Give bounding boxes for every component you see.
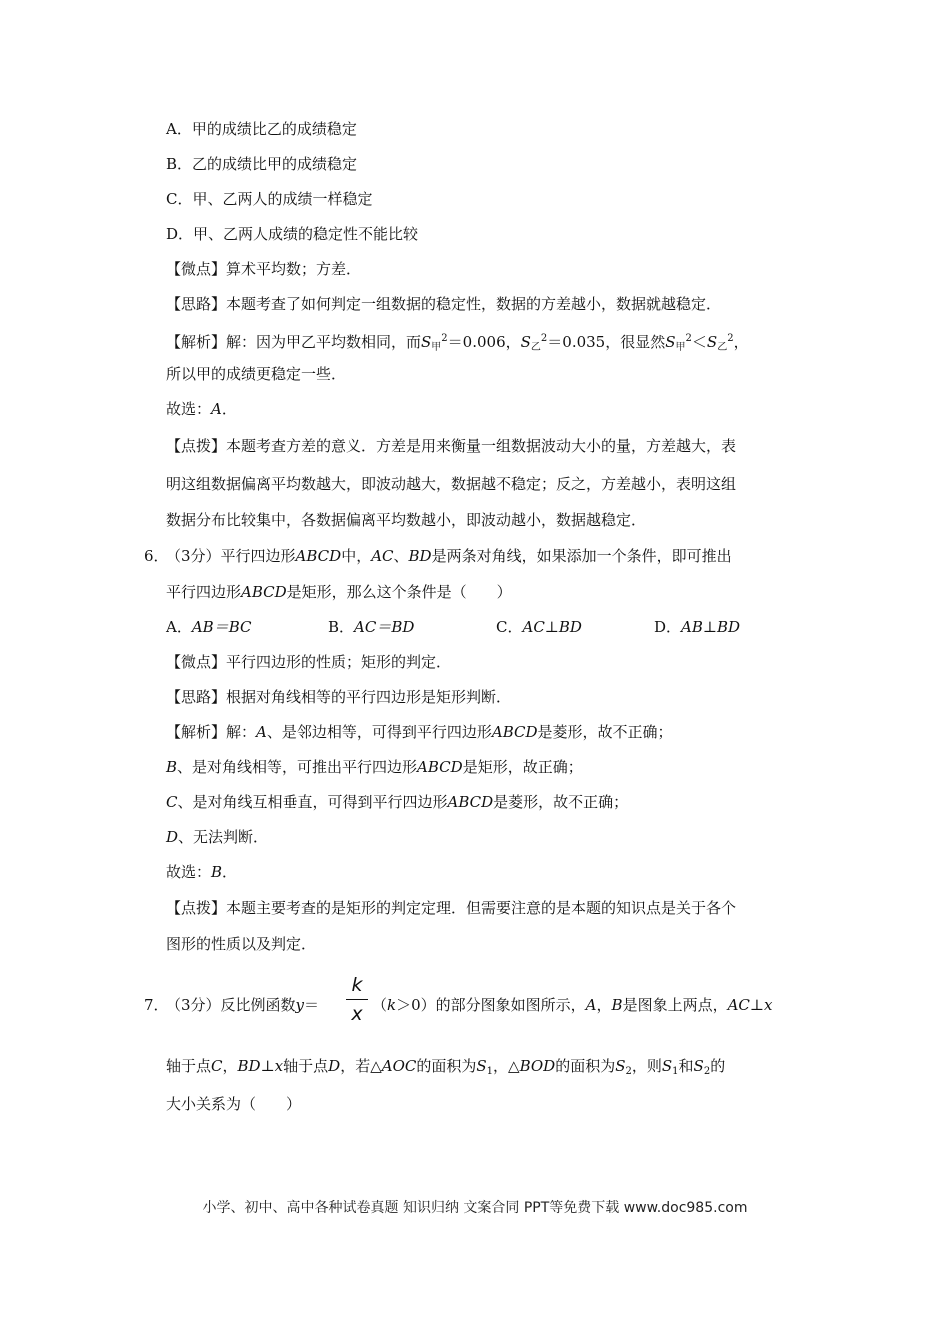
q6-option-d: D．AB⊥BD — [654, 618, 741, 636]
q6-answer: 故选：B． — [166, 863, 238, 881]
q5-option-b: B．乙的成绩比甲的成绩稳定 — [166, 155, 358, 173]
k-over-x-fraction: k x — [346, 973, 368, 1026]
q5-jiexi-line-2: 所以甲的成绩更稳定一些． — [166, 365, 347, 383]
q6-option-a: A．AB＝BC — [166, 618, 252, 636]
q6-stem-line-2: 平行四边形ABCD是矩形，那么这个条件是（ ） — [166, 583, 512, 601]
q6-jiexi-d: D、无法判断． — [166, 828, 269, 846]
q5-dianbo-line-1: 【点拨】本题考查方差的意义．方差是用来衡量一组数据波动大小的量，方差越大，表 — [166, 437, 737, 455]
q6-jiexi-b: B、是对角线相等，可推出平行四边形ABCD是矩形，故正确； — [166, 758, 583, 776]
q5-dianbo-line-2: 明这组数据偏离平均数越大，即波动越大，数据越不稳定；反之，方差越小，表明这组 — [166, 475, 737, 493]
q7-stem-line-2: 轴于点C，BD⊥x轴于点D，若△AOC的面积为$S_1$，△BOD的面积为$S_2$，则$S_1$和$S_2$的 — [166, 1057, 726, 1077]
q6-weidian: 【微点】平行四边形的性质；矩形的判定． — [166, 653, 452, 671]
q6-dianbo-line-1: 【点拨】本题主要考查的是矩形的判定定理．但需要注意的是本题的知识点是关于各个 — [166, 899, 737, 917]
q6-option-c: C．AC⊥BD — [496, 618, 582, 636]
q6-dianbo-line-2: 图形的性质以及判定． — [166, 935, 317, 953]
q6-number: 6． — [144, 547, 169, 565]
q7-stem-line-1-right: （k＞0）的部分图象如图所示，A，B是图象上两点，AC⊥x — [372, 996, 773, 1014]
q7-number: 7． — [144, 996, 169, 1014]
q6-stem-line-1: （3分）平行四边形ABCD中，AC、BD是两条对角线，如果添加一个条件，即可推出 — [166, 547, 732, 565]
page-footer: 小学、初中、高中各种试卷真题 知识归纳 文案合同 PPT等免费下载 www.doc985.com — [202, 1200, 748, 1216]
q5-dianbo-line-3: 数据分布比较集中，各数据偏离平均数越小，即波动越小，数据越稳定． — [166, 511, 647, 529]
q5-jiexi-line-1: 【解析】解：因为甲乙平均数相同，而$S_甲^2=0.006$，$S_乙^2=0.035$，很显然$S_甲^2<S_乙^2$， — [166, 333, 749, 353]
q7-stem-line-1-left: （3分）反比例函数y＝ — [166, 996, 320, 1014]
q5-option-c: C．甲、乙两人的成绩一样稳定 — [166, 190, 373, 208]
q5-answer: 故选：A． — [166, 400, 237, 418]
q5-weidian: 【微点】算术平均数；方差． — [166, 260, 362, 278]
q6-option-b: B．AC＝BD — [328, 618, 415, 636]
q5-option-d: D．甲、乙两人成绩的稳定性不能比较 — [166, 225, 419, 243]
q6-silu: 【思路】根据对角线相等的平行四边形是矩形判断． — [166, 688, 512, 706]
q6-jiexi-c: C、是对角线互相垂直，可得到平行四边形ABCD是菱形，故不正确； — [166, 793, 629, 811]
q7-stem-line-3: 大小关系为（ ） — [166, 1095, 302, 1113]
q5-option-a: A．甲的成绩比乙的成绩稳定 — [166, 120, 357, 138]
q6-jiexi-a: 【解析】解：A、是邻边相等，可得到平行四边形ABCD是菱形，故不正确； — [166, 723, 673, 741]
q5-silu: 【思路】本题考查了如何判定一组数据的稳定性，数据的方差越小，数据就越稳定． — [166, 295, 722, 313]
